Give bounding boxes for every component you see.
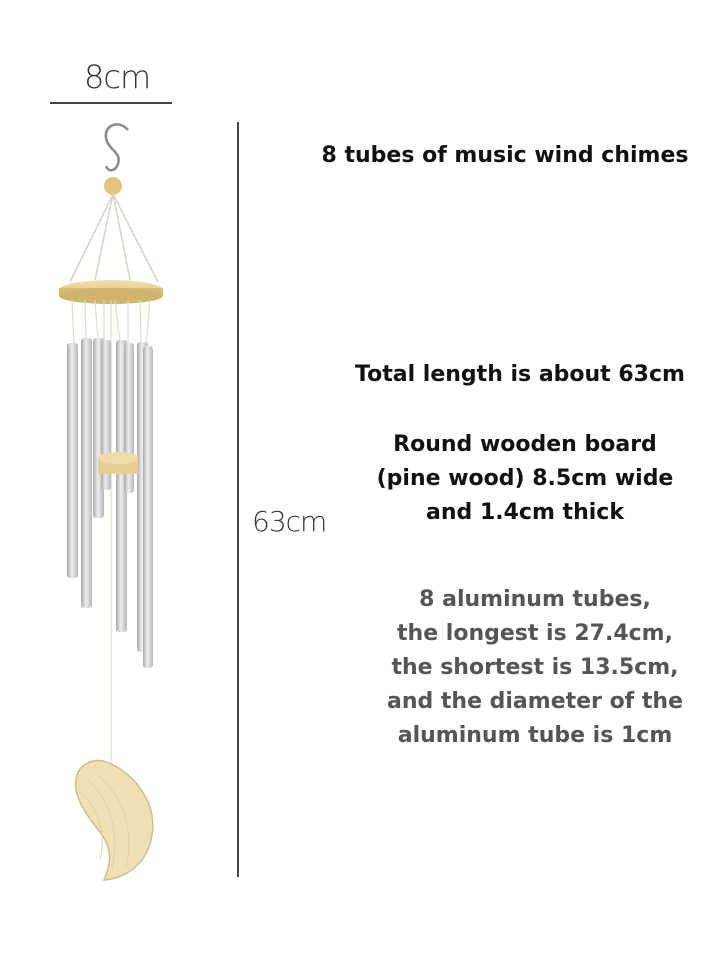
wind-chime-illustration (40, 115, 190, 890)
tubes-description-line: and the diameter of the (386, 689, 684, 714)
hanging-strings (70, 194, 158, 282)
board-description-line: Round wooden board (393, 432, 657, 457)
wooden-leaf-sail (75, 760, 152, 880)
product-heading: 8 tubes of music wind chimes (321, 143, 689, 168)
aluminum-tube (67, 343, 78, 578)
aluminum-tube (143, 346, 153, 668)
top-bead (104, 177, 122, 195)
aluminum-tube (81, 338, 92, 608)
width-dimension-label: 8cm (84, 58, 151, 96)
wooden-board-description (355, 428, 695, 530)
hanging-hook (106, 124, 128, 170)
tubes-description-line: the shortest is 13.5cm, (391, 655, 679, 680)
length-dimension-line (237, 122, 239, 877)
tubes-description-line: the longest is 27.4cm, (397, 621, 673, 646)
tubes-description-line: aluminum tube is 1cm (397, 723, 673, 748)
length-dimension-label: 63cm (252, 505, 327, 538)
board-description-line: and 1.4cm thick (426, 500, 624, 525)
tubes-description-line: 8 aluminum tubes, (419, 587, 651, 612)
width-dimension-line (50, 102, 172, 104)
aluminum-tubes-description (360, 583, 710, 753)
board-description-line: (pine wood) 8.5cm wide (376, 466, 674, 491)
aluminum-tubes (67, 338, 153, 668)
total-length-text: Total length is about 63cm (355, 362, 685, 387)
